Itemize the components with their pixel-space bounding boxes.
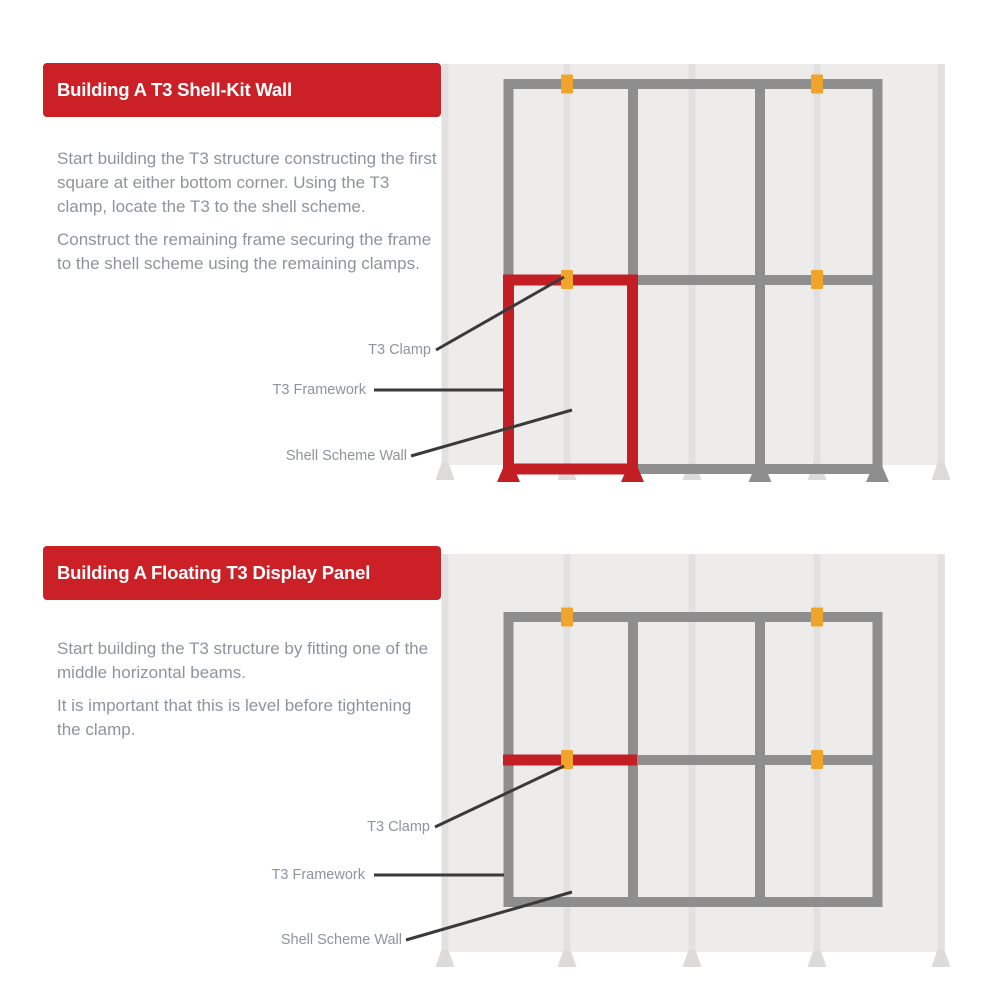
- section-1-paragraph-1: Start building the T3 structure constructing the first square at either bottom corner. Using the T3 clamp, locate the T3 to the shell scheme.: [57, 149, 437, 216]
- section-2-paragraph-2: It is important that this is level before tightening the clamp.: [57, 696, 412, 739]
- diagram-floating-panel: [374, 554, 951, 967]
- label-t3-clamp: T3 Clamp: [368, 342, 431, 358]
- shell-post-feet: [436, 950, 951, 967]
- section-2-paragraph-1: Start building the T3 structure by fitting one of the middle horizontal beams.: [57, 639, 429, 682]
- label-t3-framework: T3 Framework: [271, 867, 365, 883]
- section-1-header: [43, 63, 441, 117]
- section-2-body: [57, 637, 439, 751]
- section-1-body: [57, 147, 439, 285]
- label-shell-scheme-wall: Shell Scheme Wall: [280, 932, 402, 948]
- section-2-header: [43, 546, 441, 600]
- diagram-shell-kit-wall: [374, 64, 951, 482]
- section-1-paragraph-2: Construct the remaining frame securing the frame to the shell scheme using the remaining clamps.: [57, 230, 432, 273]
- label-shell-scheme-wall: Shell Scheme Wall: [285, 448, 407, 464]
- label-t3-clamp: T3 Clamp: [367, 819, 430, 835]
- section-2-title: Building A Floating T3 Display Panel: [57, 562, 371, 583]
- label-t3-framework: T3 Framework: [272, 382, 366, 398]
- section-1-title: Building A T3 Shell-Kit Wall: [57, 79, 292, 100]
